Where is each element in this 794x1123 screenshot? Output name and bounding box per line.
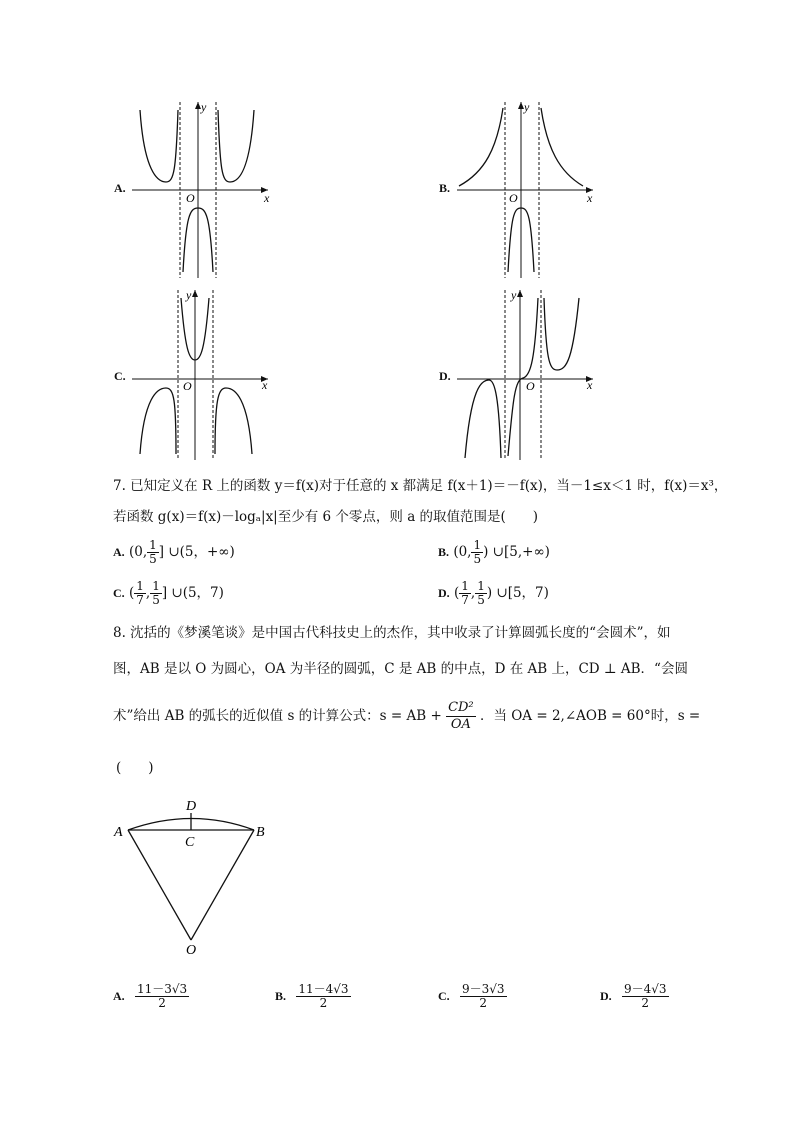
origin-label: O	[526, 379, 535, 393]
axis-x-label: x	[264, 191, 270, 205]
q8-line3	[113, 700, 700, 733]
option-label: C.	[438, 989, 450, 1003]
fraction: $\frac{1}{5}$	[473, 538, 482, 566]
q8-figure	[108, 790, 278, 960]
origin-label: O	[186, 191, 195, 205]
graph-b	[457, 100, 707, 280]
graph-option-c[interactable]	[110, 288, 400, 463]
option-text: ,	[145, 585, 151, 601]
option-text: ,	[470, 585, 476, 601]
option-text: (	[453, 585, 460, 601]
option-label: D.	[439, 369, 451, 383]
graph-option-d[interactable]	[435, 288, 725, 463]
q7-option-a[interactable]	[113, 539, 235, 566]
fraction: $\frac{11-3√3}{2}$	[136, 982, 188, 1010]
option-label: D.	[600, 989, 612, 1003]
q8-line1: 8. 沈括的《梦溪笔谈》是中国古代科技史上的杰作，其中收录了计算圆弧长度的“会圆术”，如	[113, 625, 671, 641]
option-label: B.	[438, 545, 450, 559]
option-text: (0,	[453, 544, 472, 560]
q7-option-b[interactable]	[438, 539, 550, 566]
option-text: ) ∪[5，7)	[486, 585, 549, 601]
axis-x-label: x	[587, 191, 593, 205]
q8-line4: ( )	[116, 760, 154, 776]
q8-option-b[interactable]	[275, 983, 351, 1010]
fraction: $\frac{9-3√3}{2}$	[461, 982, 505, 1010]
option-label: A.	[113, 545, 125, 559]
formula-text: ．当 OA = 2,∠AOB = 60°时，s =	[479, 708, 701, 724]
axis-x-label: x	[587, 378, 593, 392]
point-label-o: O	[186, 943, 197, 958]
formula-fraction: $\frac{\text{CD²}}{OA}$	[448, 700, 474, 732]
option-text: (	[128, 585, 135, 601]
fraction: $\frac{11-4√3}{2}$	[298, 982, 349, 1010]
graph-a	[132, 100, 382, 280]
option-label: B.	[439, 181, 451, 195]
option-text: ) ∪[5,+∞)	[483, 544, 550, 560]
option-label: A.	[113, 989, 125, 1003]
graph-option-a[interactable]	[110, 100, 400, 280]
graph-option-b[interactable]	[435, 100, 725, 280]
origin-label: O	[509, 191, 518, 205]
q7-option-d[interactable]	[438, 580, 549, 607]
option-text: ] ∪(5，7)	[161, 585, 224, 601]
fraction: $\frac{9-4√3}{2}$	[623, 982, 667, 1010]
point-label-d: D	[186, 799, 197, 814]
q8-option-a[interactable]	[113, 983, 189, 1010]
option-label: A.	[114, 181, 126, 195]
q7-line2: 若函数 g(x)＝f(x)－logₐ|x|至少有 6 个零点，则 a 的取值范围是( )	[113, 509, 539, 525]
axis-y-label: y	[201, 100, 207, 114]
axis-x-label: x	[262, 378, 268, 392]
fraction: $\frac{1}{5}$	[477, 579, 485, 607]
option-label: C.	[113, 586, 125, 600]
graph-c	[132, 288, 382, 463]
axis-y-label: y	[524, 100, 530, 114]
option-text: ] ∪(5，+∞)	[158, 544, 235, 560]
fraction: $\frac{1}{7}$	[136, 579, 144, 607]
point-label-b: B	[256, 825, 265, 840]
q8-option-c[interactable]	[438, 983, 507, 1010]
option-label: B.	[275, 989, 287, 1003]
q7-line1: 7. 已知定义在 R 上的函数 y＝f(x)对于任意的 x 都满足 f(x＋1)＝－f(x)，当－1≤x＜1 时，f(x)＝x³，	[113, 478, 728, 494]
axis-y-label: y	[511, 288, 517, 302]
fraction: $\frac{1}{5}$	[152, 579, 160, 607]
origin-label: O	[183, 379, 192, 393]
option-text: (0,	[128, 544, 148, 560]
formula-text: 术”给出 AB 的弧长的近似值 s 的计算公式：s = AB +	[113, 708, 442, 724]
q8-line2: 图，AB 是以 O 为圆心，OA 为半径的圆弧，C 是 AB 的中点，D 在 AB 上，CD ⊥ AB．“会圆	[113, 661, 688, 677]
q7-option-c[interactable]	[113, 580, 224, 607]
option-label: D.	[438, 586, 450, 600]
option-label: C.	[114, 369, 126, 383]
axis-y-label: y	[186, 288, 192, 302]
point-label-a: A	[114, 825, 123, 840]
fraction: $\frac{1}{5}$	[149, 538, 157, 566]
q8-option-d[interactable]	[600, 983, 669, 1010]
graph-d	[457, 288, 707, 463]
point-label-c: C	[185, 835, 195, 850]
fraction: $\frac{1}{7}$	[461, 579, 469, 607]
